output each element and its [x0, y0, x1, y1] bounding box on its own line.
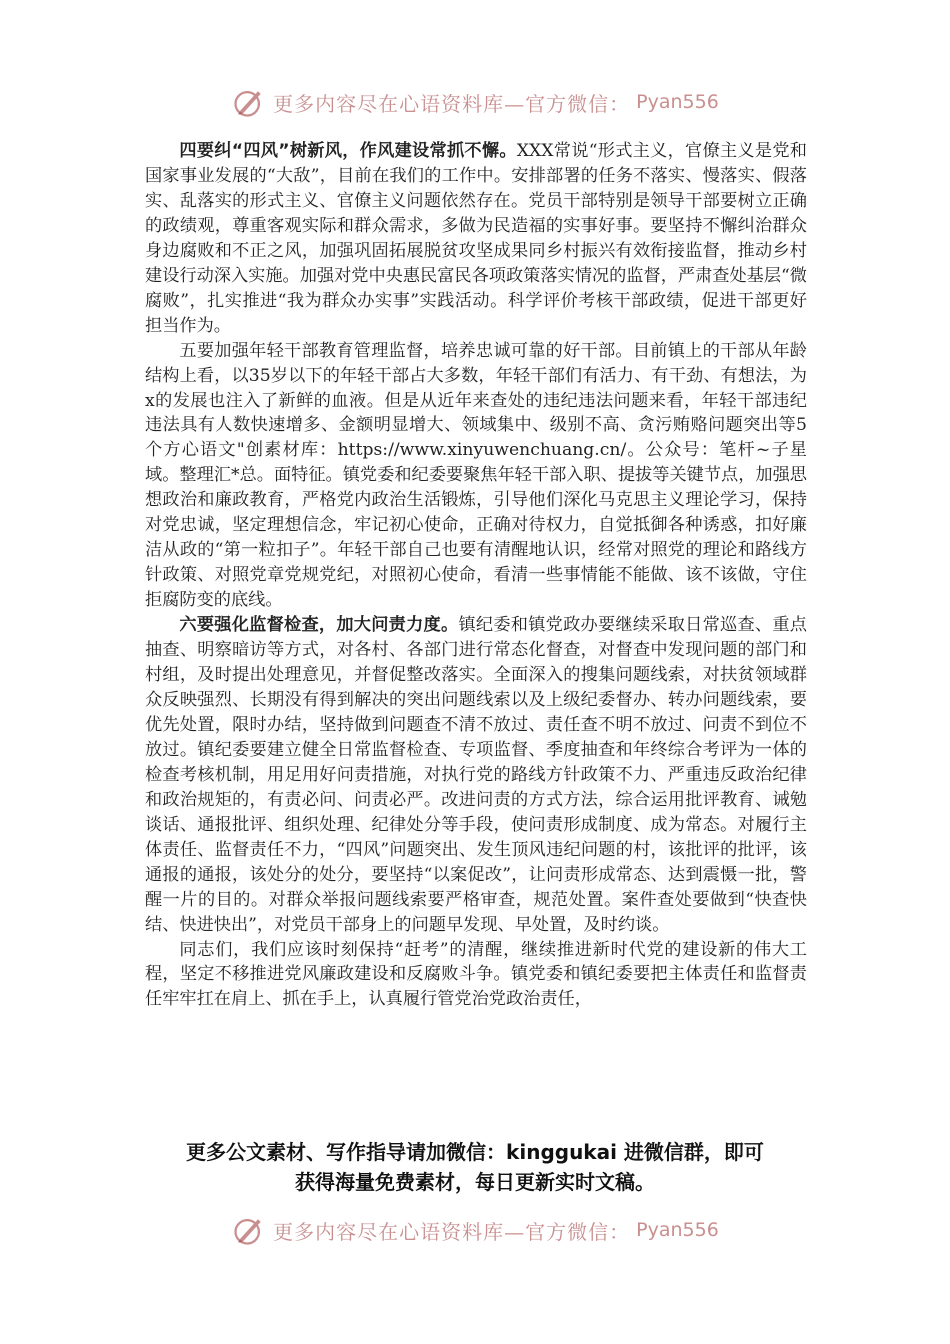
watermark-header: [0, 82, 950, 122]
paragraph-lead: 六要强化监督检查，加大问责力度。: [179, 615, 459, 636]
watermark-text: 更多内容尽在心语资料库—官方微信：: [273, 91, 631, 116]
promo-line-1: 更多公文素材、写作指导请加微信：kinggukai 进微信群，即可: [186, 1140, 764, 1164]
paragraph-text: 镇纪委和镇党政办要继续采取日常巡查、重点抽查、明察暗访等方式，对各村、各部门进行常态化督查，对督查中发现问题的部门和村组，及时提出处理意见，并督促整改落实。全面深入的搜集问题线索，对扶贫领域群众反映强烈、长期没有得到解决的突出问题线索以及上级纪委督办、转办问题线索，要优先处置，限时办结，坚持做到问题查不清不放过、责任查不明不放过、问责不到位不放过。镇纪委要建立健全日常监督检查、专项监督、季度抽查和年终综合考评为一体的检查考核机制，用足用好问责措施，对执行党的路线方针政策不力、严重违反政治纪律和政治规矩的，有责必问、问责必严。改进问责的方式方法，综合运用批评教育、诫勉谈话、通报批评、组织处理、纪律处分等手段，使问责形成制度、成为常态。对履行主体责任、监督责任不力，“四风”问题突出、发生顶风违纪问题的村，该批评的批评，该通报的通报，该处分的处分，要坚持“以案促改”，让问责形成常态、达到震慑一批，警醒一片的目的。对群众举报问题线索要严格审查，规范处置。案件查处要做到“快查快结、快进快出”，对党员干部身上的问题早发现、早处置，及时约谈。: [145, 615, 807, 935]
paragraph-closing: [145, 938, 807, 1013]
pen-logo-icon: [231, 84, 267, 120]
watermark-text: 更多内容尽在心语资料库—官方微信：: [273, 1219, 631, 1244]
pen-logo-icon: [231, 1212, 267, 1248]
watermark-id: Pyan556: [636, 1219, 719, 1241]
watermark-id: Pyan556: [636, 91, 719, 113]
promo-notice: [100, 1137, 850, 1197]
watermark-footer: [0, 1210, 950, 1250]
paragraph-five: [145, 339, 807, 613]
promo-line-2: 获得海量免费素材，每日更新实时文稿。: [295, 1170, 655, 1194]
paragraph-lead: 四要纠“四风”树新风，作风建设常抓不懈。: [179, 141, 517, 161]
paragraph-text: XXX常说“形式主义，官僚主义是党和国家事业发展的“大敌”，目前在我们的工作中。安排部署的任务不落实、慢落实、假落实、乱落实的形式主义、官僚主义问题依然存在。党员干部特别是领导干部要树立正确的政绩观，尊重客观实际和群众需求，多做为民造福的实事好事。要坚持不懈纠治群众身边腐败和不正之风，加强巩固拓展脱贫攻坚成果同乡村振兴有效衔接监督，推动乡村建设行动深入实施。加强对党中央惠民富民各项政策落实情况的监督，严肃查处基层“微腐败”，扎实推进“我为群众办实事”实践活动。科学评价考核干部政绩，促进干部更好担当作为。: [145, 141, 807, 336]
paragraph-four: [145, 139, 807, 339]
document-body: [145, 139, 807, 1012]
paragraph-six: [145, 613, 807, 937]
paragraph-text: 五要加强年轻干部教育管理监督，培养忠诚可靠的好干部。目前镇上的干部从年龄结构上看，以35岁以下的年轻干部占大多数，年轻干部们有活力、有干劲、有想法，为x的发展也注入了新鲜的血液。但是从近年来查处的违纪违法问题来看，年轻干部违纪违法具有人数快速增多、金额明显增大、领域集中、级别不高、贪污贿赂问题突出等5个方心语文"创素材库：https://www.xinyuwenchuang.cn/。公众号：笔杆~子星域。整理汇*总。面特征。镇党委和纪委要聚焦年轻干部入职、提拔等关键节点，加强思想政治和廉政教育，严格党内政治生活锻炼，引导他们深化马克思主义理论学习，保持对党忠诚，坚定理想信念，牢记初心使命，正确对待权力，自觉抵御各种诱惑，扣好廉洁从政的“第一粒扣子”。年轻干部自己也要有清醒地认识，经常对照党的理论和路线方针政策、对照党章党规党纪，对照初心使命，看清一些事情能不能做、该不该做，守住拒腐防变的底线。: [145, 340, 807, 611]
paragraph-text: 同志们，我们应该时刻保持“赶考”的清醒，继续推进新时代党的建设新的伟大工程，坚定不移推进党风廉政建设和反腐败斗争。镇党委和镇纪委要把主体责任和监督责任牢牢扛在肩上、抓在手上，认真履行管党治党政治责任，: [145, 939, 807, 1010]
